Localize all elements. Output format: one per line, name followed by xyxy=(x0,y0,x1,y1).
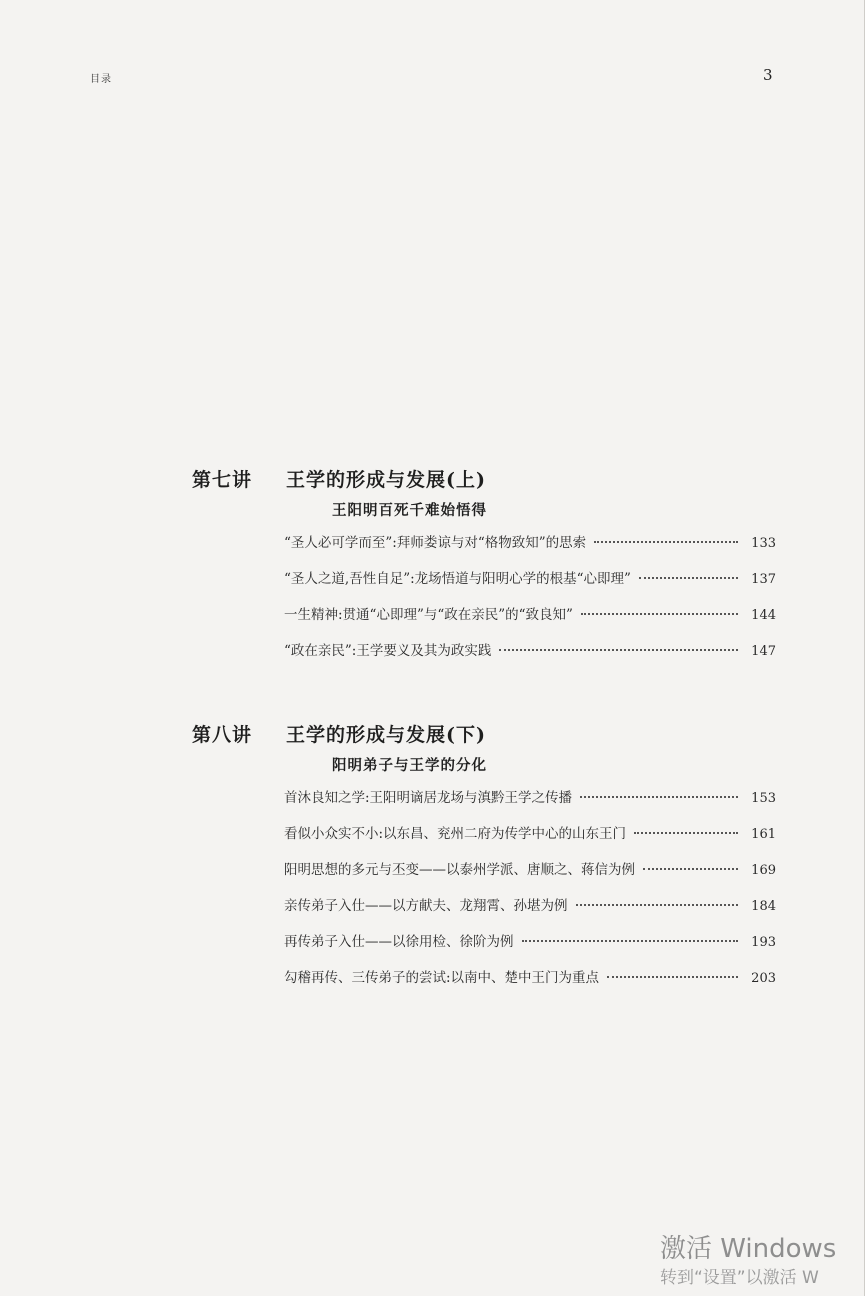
toc-entry-title: 亲传弟子入仕——以方献夫、龙翔霄、孙堪为例 xyxy=(284,898,568,914)
toc-entry-page: 184 xyxy=(751,899,776,914)
toc-entry[interactable] xyxy=(284,966,776,1002)
toc-entry-page: 133 xyxy=(751,536,776,551)
toc-entry-title: “圣人之道,吾性自足”:龙场悟道与阳明心学的根基“心即理” xyxy=(284,571,631,587)
toc-entry-page: 147 xyxy=(751,644,776,659)
dot-leader xyxy=(576,904,739,906)
lecture-section-7 xyxy=(192,465,782,675)
lecture-section-8 xyxy=(192,720,782,1002)
dot-leader xyxy=(639,577,738,579)
toc-list xyxy=(284,531,776,675)
toc-list xyxy=(284,786,776,1002)
toc-entry[interactable] xyxy=(284,930,776,966)
toc-entry-page: 144 xyxy=(751,608,776,623)
lecture-number: 第七讲 xyxy=(192,469,253,491)
lecture-subtitle: 阳明弟子与王学的分化 xyxy=(332,757,487,774)
toc-entry-title: 看似小众实不小:以东昌、兖州二府为传学中心的山东王门 xyxy=(284,826,627,842)
toc-entry-page: 161 xyxy=(751,827,776,842)
toc-entry-title: “政在亲民”:王学要义及其为政实践 xyxy=(284,643,492,659)
toc-entry-title: 首沐良知之学:王阳明谪居龙场与滇黔王学之传播 xyxy=(284,790,573,806)
toc-entry-page: 193 xyxy=(751,935,776,950)
lecture-number: 第八讲 xyxy=(192,724,253,746)
toc-entry-page: 137 xyxy=(751,572,776,587)
dot-leader xyxy=(499,649,738,651)
running-title: 目录 xyxy=(90,74,112,85)
dot-leader xyxy=(643,868,738,870)
toc-entry[interactable] xyxy=(284,786,776,822)
toc-entry[interactable] xyxy=(284,894,776,930)
lecture-title: 王学的形成与发展(上) xyxy=(286,469,486,491)
lecture-subtitle: 王阳明百死千难始悟得 xyxy=(332,502,487,519)
toc-entry[interactable] xyxy=(284,567,776,603)
dot-leader xyxy=(522,940,739,942)
toc-entry[interactable] xyxy=(284,603,776,639)
toc-entry-title: 阳明思想的多元与丕变——以泰州学派、唐顺之、蒋信为例 xyxy=(284,862,635,878)
page-number: 3 xyxy=(763,66,773,84)
toc-entry-page: 203 xyxy=(751,971,776,986)
dot-leader xyxy=(607,976,738,978)
toc-entry[interactable] xyxy=(284,531,776,567)
toc-entry-title: 勾稽再传、三传弟子的尝试:以南中、楚中王门为重点 xyxy=(284,970,600,986)
toc-entry-page: 169 xyxy=(751,863,776,878)
dot-leader xyxy=(594,541,738,543)
toc-entry-title: “圣人必可学而至”:拜师娄谅与对“格物致知”的思索 xyxy=(284,535,587,551)
toc-entry[interactable] xyxy=(284,639,776,675)
watermark-title: 激活 Windows xyxy=(660,1234,837,1264)
dot-leader xyxy=(580,796,738,798)
dot-leader xyxy=(634,832,738,834)
lecture-heading xyxy=(192,465,782,497)
lecture-title: 王学的形成与发展(下) xyxy=(286,724,486,746)
toc-entry[interactable] xyxy=(284,822,776,858)
toc-entry-title: 再传弟子入仕——以徐用检、徐阶为例 xyxy=(284,934,514,950)
toc-entry[interactable] xyxy=(284,858,776,894)
toc-entry-page: 153 xyxy=(751,791,776,806)
windows-activation-watermark xyxy=(660,1236,836,1287)
lecture-heading xyxy=(192,720,782,752)
watermark-subtitle: 转到“设置”以激活 W xyxy=(660,1268,819,1288)
toc-entry-title: 一生精神:贯通“心即理”与“政在亲民”的“致良知” xyxy=(284,607,573,623)
dot-leader xyxy=(581,613,738,615)
